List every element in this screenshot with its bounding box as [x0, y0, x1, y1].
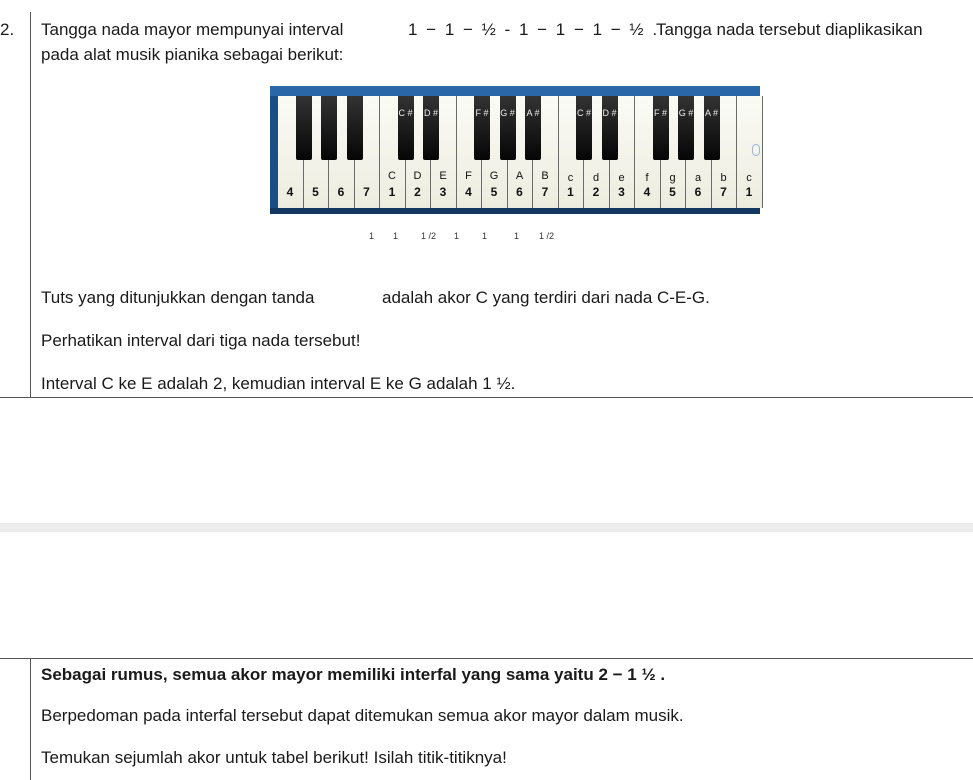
step-label: 1: [514, 231, 520, 241]
white-key-number: 6: [694, 185, 702, 199]
white-key-letter: B: [541, 170, 549, 182]
keyboard-bottom-strip: [270, 208, 760, 214]
white-key-letter: a: [694, 172, 702, 184]
white-key-number: 1: [388, 185, 396, 199]
white-key-number: 4: [465, 185, 472, 199]
white-key-letter: A: [515, 170, 524, 182]
black-key-label: D #: [423, 108, 438, 118]
intro-line2: pada alat musik pianika sebagai berikut:: [41, 45, 344, 64]
white-key-number: 4: [286, 185, 294, 199]
section-gap: [0, 523, 973, 532]
item-number: 2.: [0, 20, 15, 39]
black-key-label: C #: [576, 108, 591, 118]
black-key: [321, 96, 337, 160]
mouthpiece-icon: [752, 144, 760, 156]
white-key-letter: e: [618, 172, 625, 184]
black-key-label: F #: [653, 108, 667, 118]
black-key: [423, 96, 439, 160]
black-key: [576, 96, 592, 160]
white-key-letter: C: [388, 170, 396, 182]
white-key-letter: E: [439, 170, 447, 182]
row-divider-1: [0, 397, 973, 398]
left-column-rule-bottom: [30, 658, 31, 780]
pianica-keyboard: [270, 86, 760, 214]
keyboard-top-strip: [270, 86, 760, 96]
paragraph-1-after: adalah akor C yang terdiri dari nada C-E-G.: [382, 288, 710, 307]
white-key-number: 3: [439, 185, 447, 199]
white-key-number: 4: [643, 185, 651, 199]
paragraph-1-before: Tuts yang ditunjukkan dengan tanda: [41, 288, 315, 307]
white-key-number: 1: [745, 185, 753, 199]
white-key-letter: c: [746, 172, 752, 184]
black-key-label: F #: [475, 108, 489, 118]
black-key: [602, 96, 618, 160]
white-key-letter: D: [413, 170, 422, 182]
white-key-number: 7: [720, 185, 727, 199]
white-key-number: 6: [516, 185, 523, 199]
white-key-number: 3: [618, 185, 625, 199]
white-key-number: 2: [414, 185, 421, 199]
white-key-number: 5: [669, 185, 676, 199]
black-key: [347, 96, 363, 160]
white-key-letter: b: [720, 172, 727, 184]
black-key-label: D #: [602, 108, 617, 118]
paragraph-5: Berpedoman pada interfal tersebut dapat ditemukan semua akor mayor dalam musik.: [41, 706, 684, 725]
intro-line1-before: Tangga nada mayor mempunyai interval: [41, 20, 344, 39]
black-key-label: A #: [526, 108, 540, 118]
step-label: 1: [482, 231, 488, 241]
left-column-rule-top: [30, 12, 31, 398]
black-key-label: G #: [678, 108, 694, 118]
white-key-number: 5: [312, 185, 319, 199]
black-key: [678, 96, 694, 160]
black-key: [474, 96, 490, 160]
white-key-number: 5: [490, 185, 498, 199]
white-key-number: 2: [592, 185, 600, 199]
black-key: [398, 96, 414, 160]
paragraph-3: Interval C ke E adalah 2, kemudian interval E ke G adalah 1 ½.: [41, 374, 516, 393]
black-key: [525, 96, 541, 160]
paragraph-6: Temukan sejumlah akor untuk tabel berikut! Isilah titik-titiknya!: [41, 748, 507, 767]
black-key: [653, 96, 669, 160]
step-label: 1 /2: [539, 231, 555, 241]
step-label: 1: [393, 231, 399, 241]
white-key-letter: c: [567, 172, 574, 184]
white-key-number: 1: [567, 185, 574, 199]
step-label: 1: [369, 231, 375, 241]
black-key: [704, 96, 720, 160]
black-key: [296, 96, 312, 160]
white-key-letter: g: [669, 172, 676, 184]
black-key-label: G #: [500, 108, 515, 118]
step-label: 1: [454, 231, 460, 241]
step-label: 1 /2: [421, 231, 437, 241]
interval-formula: 1 − 1 − ½ - 1 − 1 − 1 − ½ .: [408, 20, 658, 39]
white-key-number: 6: [337, 185, 345, 199]
row-divider-2: [0, 658, 973, 659]
white-key-number: 7: [363, 185, 370, 199]
white-key-letter: G: [489, 170, 499, 182]
paragraph-2: Perhatikan interval dari tiga nada tersebut!: [41, 331, 361, 350]
white-key-letter: F: [465, 170, 472, 182]
white-key-letter: f: [645, 172, 649, 184]
white-key-letter: d: [592, 172, 600, 184]
intro-line1-after: Tangga nada tersebut diaplikasikan: [656, 20, 923, 39]
paragraph-4: Sebagai rumus, semua akor mayor memiliki interfal yang sama yaitu 2 − 1 ½ .: [41, 665, 666, 684]
black-key-label: A #: [704, 108, 718, 118]
white-key-number: 7: [541, 185, 549, 199]
black-key-label: C #: [398, 108, 413, 118]
black-key: [500, 96, 516, 160]
